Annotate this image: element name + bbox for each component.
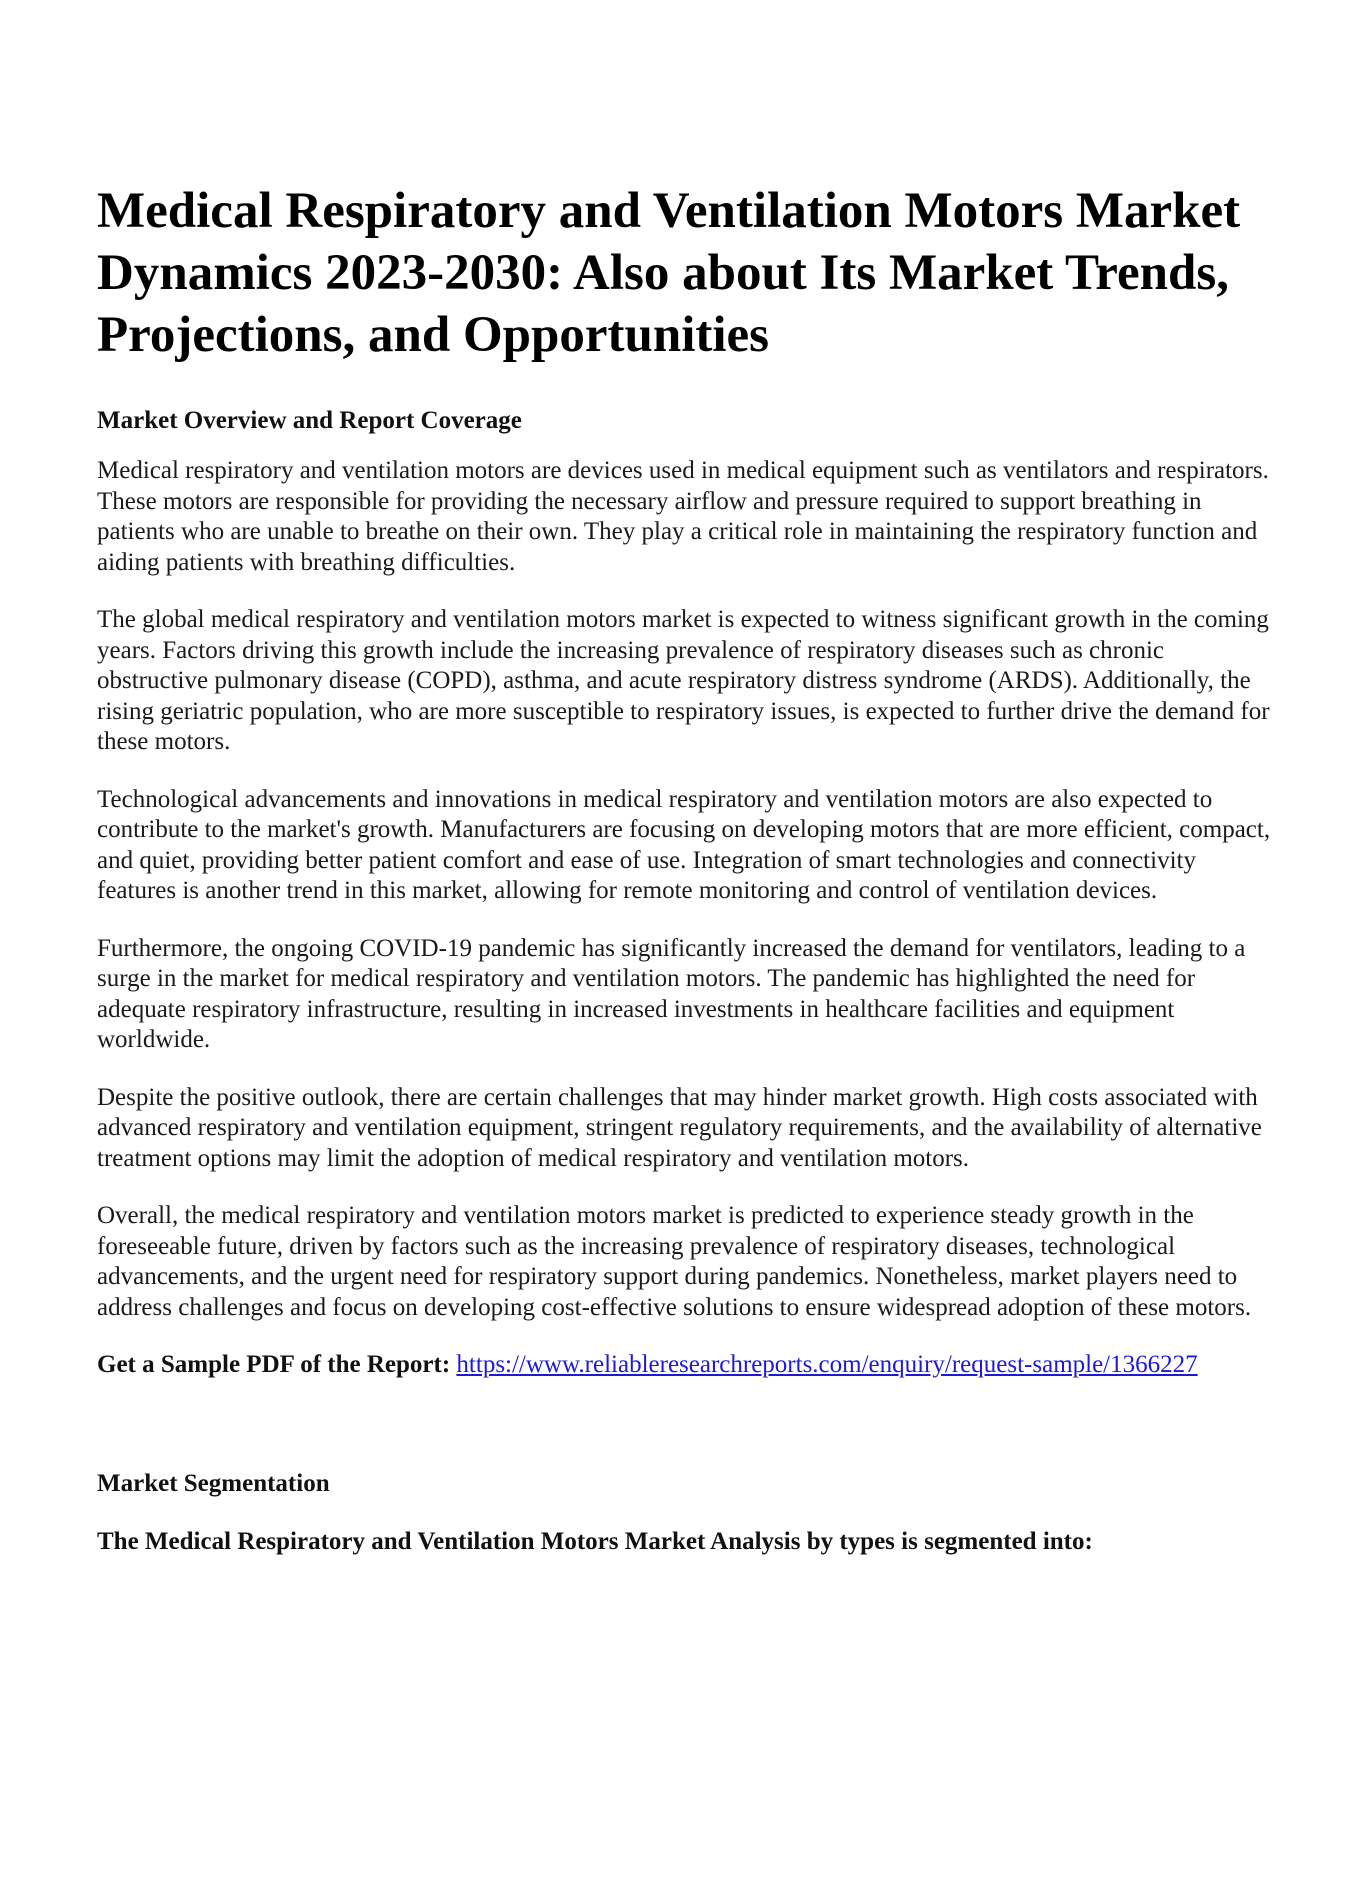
paragraph: Technological advancements and innovations in medical respiratory and ventilation motors are also expected to contribute to the market's growth. Manufacturers are focusing on developing motors that are more efficient, compact, and quiet, providing better patient comfort and ease of use. Integration of smart technologies and connectivity features is another trend in this market, allowing for remote monitoring and control of ventilation devices. [97,785,1271,904]
section-heading-segmentation: Market Segmentation [97,1469,330,1497]
segmentation-subheading: The Medical Respiratory and Ventilation Motors Market Analysis by types is segmented into: [97,1527,1093,1555]
spacer [97,1381,1272,1469]
paragraph: Medical respiratory and ventilation motors are devices used in medical equipment such as ventilators and respirators. These motors are responsible for providing the necessary airflow and pressure required to support breathing in patients who are unable to breathe on their own. They play a critical role in maintaining the respiratory function and aiding patients with breathing difficulties. [97,457,1269,576]
page-title: Medical Respiratory and Ventilation Motors Market Dynamics 2023-2030: Also about Its Market Trends, Projections, and Opportunities [97,183,1241,363]
paragraph: Despite the positive outlook, there are certain challenges that may hinder market growth. High costs associated with advanced respiratory and ventilation equipment, stringent regulatory requirements, and the availability of alternative treatment options may limit the adoption of medical respiratory and ventilation motors. [97,1083,1262,1172]
sample-pdf-link[interactable]: https://www.reliableresearchreports.com/enquiry/request-sample/1366227 [456,1351,1198,1378]
paragraph: Overall, the medical respiratory and ventilation motors market is predicted to experience steady growth in the foreseeable future, driven by factors such as the increasing prevalence of respiratory diseases, technological advancements, and the urgent need for respiratory support during pandemics. Nonetheless, market players need to address challenges and focus on developing cost-effective solutions to ensure widespread adoption of these motors. [97,1202,1252,1321]
sample-pdf-label: Get a Sample PDF of the Report: [97,1351,451,1378]
sample-pdf-line [97,1350,1272,1381]
paragraph: Furthermore, the ongoing COVID-19 pandemic has significantly increased the demand for ventilators, leading to a surge in the market for medical respiratory and ventilation motors. The pandemic has highlighted the need for adequate respiratory infrastructure, resulting in increased investments in healthcare facilities and equipment worldwide. [97,934,1246,1053]
document-page [97,180,1272,1577]
section-heading-overview: Market Overview and Report Coverage [97,407,522,434]
paragraph: The global medical respiratory and ventilation motors market is expected to witness significant growth in the coming years. Factors driving this growth include the increasing prevalence of respiratory diseases such as chronic obstructive pulmonary disease (COPD), asthma, and acute respiratory distress syndrome (ARDS). Additionally, the rising geriatric population, who are more susceptible to respiratory issues, is expected to further drive the demand for these motors. [97,606,1270,755]
